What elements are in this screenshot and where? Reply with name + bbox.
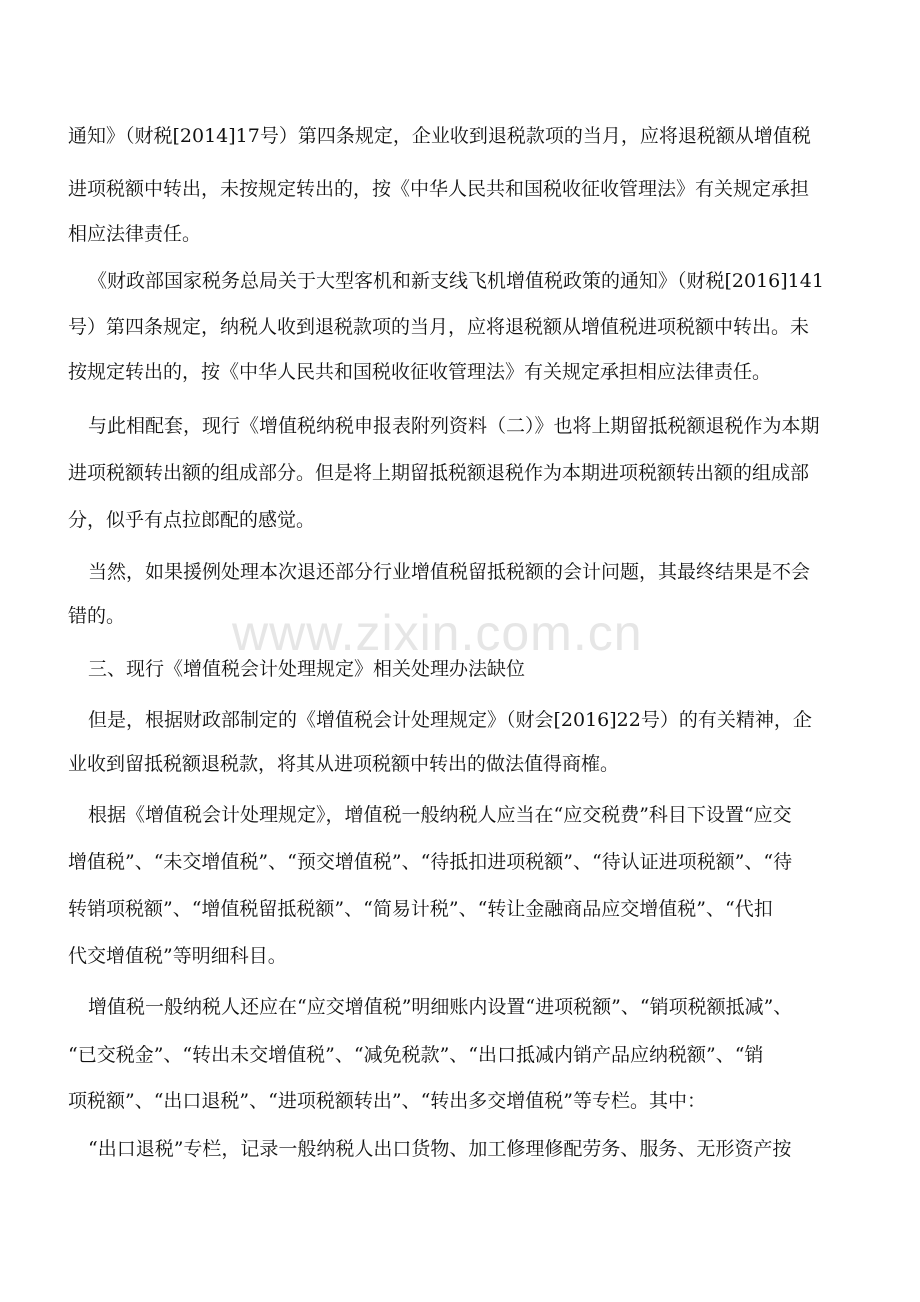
- text-line: 但是，根据财政部制定的《增值税会计处理规定》（财会[2016]22号）的有关精神，企: [88, 709, 812, 731]
- text-line: 转销项税额”、“增值税留抵税额”、“简易计税”、“转让金融商品应交增值税”、“代扣: [68, 898, 773, 920]
- text-line: 错的。: [68, 605, 126, 627]
- text-line: 通知》（财税[2014]17号）第四条规定，企业收到退税款项的当月，应将退税额从增值税: [68, 125, 811, 147]
- text-line: 进项税额中转出，未按规定转出的，按《中华人民共和国税收征收管理法》有关规定承担: [68, 178, 810, 200]
- watermark: www.zixin.com.cn: [232, 605, 643, 661]
- text-line: 增值税一般纳税人还应在“应交增值税”明细账内设置“进项税额”、“销项税额抵减”、: [88, 996, 793, 1018]
- text-line: 项税额”、“出口退税”、“进项税额转出”、“转出多交增值税”等专栏。其中：: [68, 1090, 706, 1112]
- text-line: 业收到留抵税额退税款，将其从进项税额中转出的做法值得商榷。: [68, 753, 620, 775]
- text-line: 与此相配套，现行《增值税纳税申报表附列资料（二）》也将上期留抵税额退税作为本期: [88, 415, 820, 437]
- text-line: 增值税”、“未交增值税”、“预交增值税”、“待抵扣进项税额”、“待认证进项税额”、“待: [68, 851, 793, 873]
- text-line: 根据《增值税会计处理规定》，增值税一般纳税人应当在“应交税费”科目下设置“应交: [88, 804, 792, 826]
- text-line: 相应法律责任。: [68, 223, 202, 245]
- text-line: 号）第四条规定，纳税人收到退税款项的当月，应将退税额从增值税进项税额中转出。未: [68, 316, 810, 338]
- text-line: 《财政部国家税务总局关于大型客机和新支线飞机增值税政策的通知》（财税[2016]141: [88, 270, 824, 292]
- text-line: “出口退税”专栏，记录一般纳税人出口货物、加工修理修配劳务、服务、无形资产按: [88, 1138, 792, 1160]
- section-heading: 三、现行《增值税会计处理规定》相关处理办法缺位: [88, 658, 526, 680]
- text-line: 代交增值税”等明细科目。: [68, 945, 287, 967]
- text-line: 分，似乎有点拉郎配的感觉。: [68, 509, 316, 531]
- text-line: 当然，如果援例处理本次退还部分行业增值税留抵税额的会计问题，其最终结果是不会: [88, 561, 811, 583]
- text-line: 进项税额转出额的组成部分。但是将上期留抵税额退税作为本期进项税额转出额的组成部: [68, 462, 810, 484]
- text-line: “已交税金”、“转出未交增值税”、“减免税款”、“出口抵减内销产品应纳税额”、“销: [68, 1044, 764, 1066]
- text-line: 按规定转出的，按《中华人民共和国税收征收管理法》有关规定承担相应法律责任。: [68, 361, 772, 383]
